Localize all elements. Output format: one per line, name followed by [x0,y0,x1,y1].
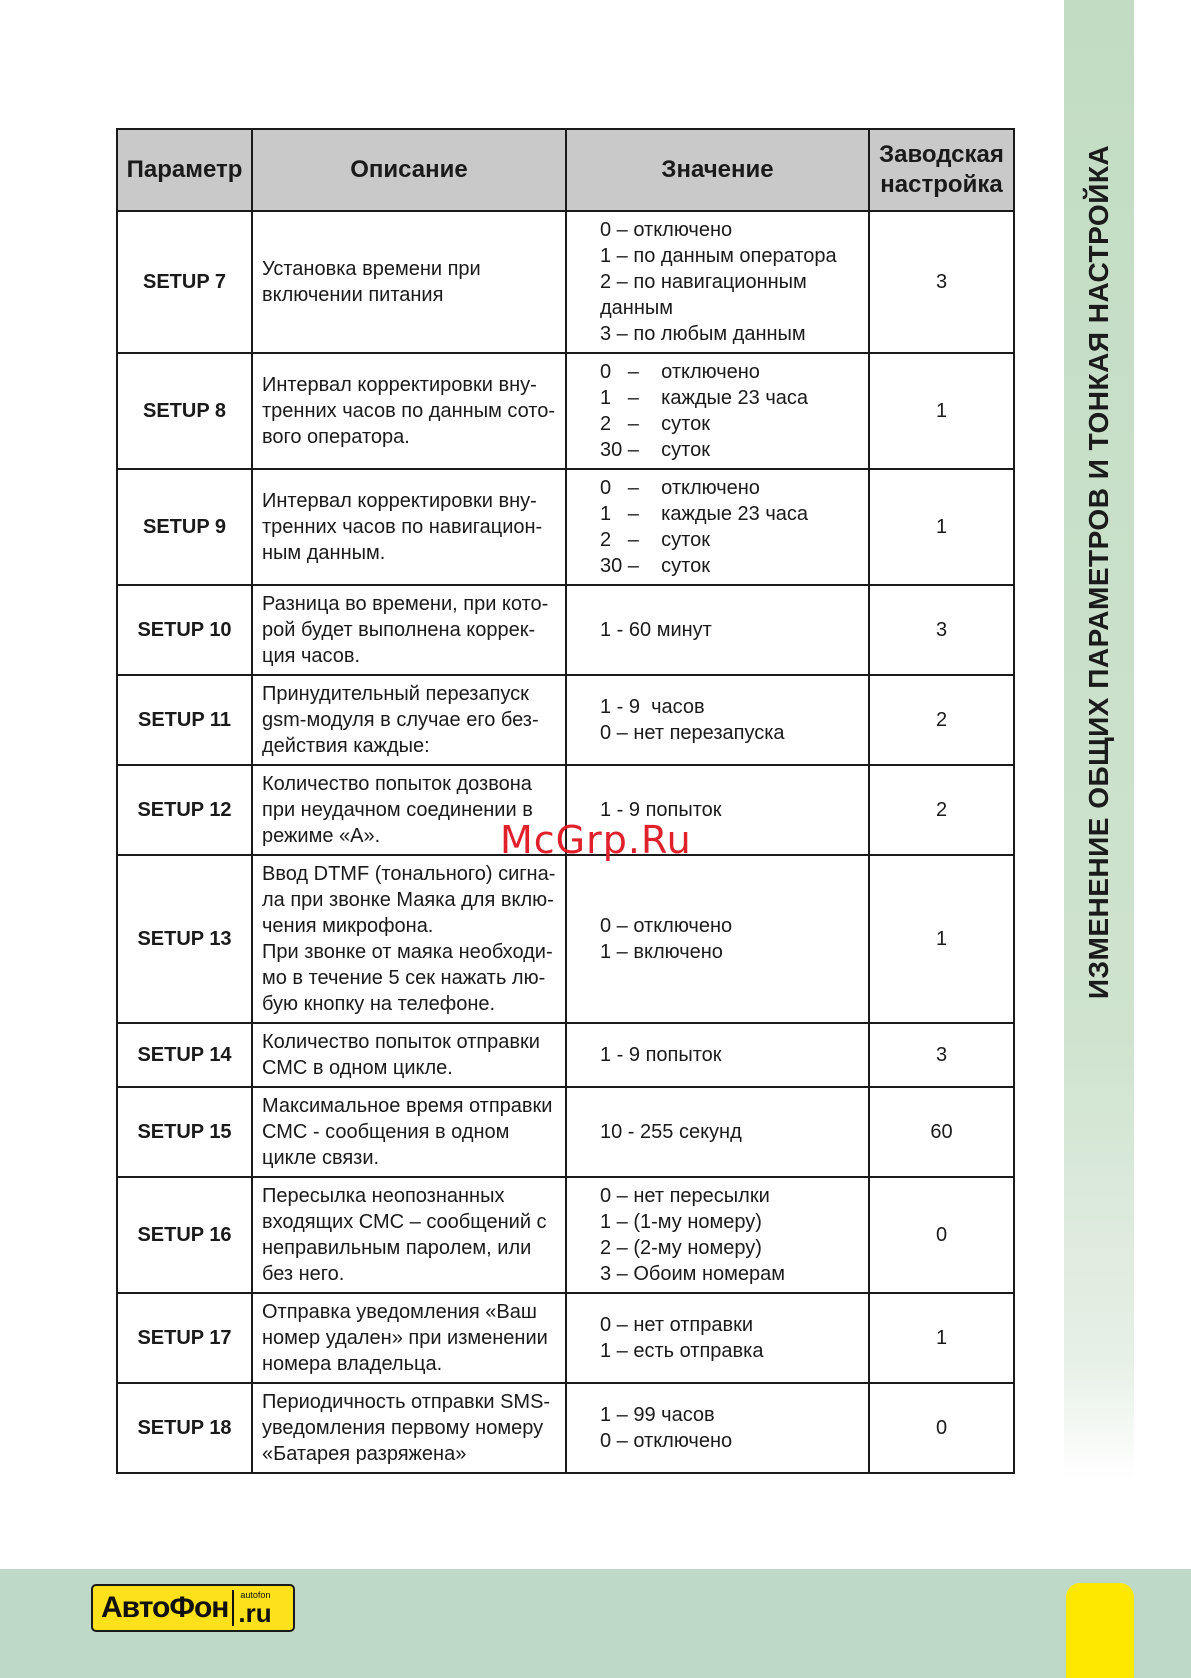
table-row [117,211,1014,353]
value-cell: 0 – отключено 1 – каждые 23 часа 2 – суток 30 – суток [566,469,869,585]
description-cell: Отправка уведомления «Ваш номер удален» при изменении номера владельца. [252,1293,566,1383]
setup-parameters-table [116,128,1015,1474]
header-factory [869,129,1014,211]
logo-separator [232,1590,234,1626]
default-cell: 2 [869,765,1014,855]
logo-small-text: autofon [240,1590,271,1600]
description-cell: Интервал корректировки вну-тренних часов по данным сото-вого оператора. [252,353,566,469]
table-row [117,1383,1014,1473]
value-cell: 10 - 255 секунд [566,1087,869,1177]
param-cell: SETUP 17 [117,1293,252,1383]
default-cell: 3 [869,1023,1014,1087]
description-cell: Периодичность отправки SMS-уведомления первому номеру «Батарея разряжена» [252,1383,566,1473]
header-desc: Описание [252,129,566,211]
default-cell: 1 [869,469,1014,585]
description-cell: Принудительный перезапуск gsm-модуля в случае его без-действия каждые: [252,675,566,765]
value-cell: 0 – нет пересылки 1 – (1-му номеру) 2 – (2-му номеру) 3 – Обоим номерам [566,1177,869,1293]
table-row [117,855,1014,1023]
description-cell: Количество попыток дозвона при неудачном соединении в режиме «А». [252,765,566,855]
default-cell: 60 [869,1087,1014,1177]
description-cell: Установка времени при включении питания [252,211,566,353]
table-row [117,1293,1014,1383]
watermark: McGrp.Ru [500,818,692,862]
description-cell: Интервал корректировки вну-тренних часов по навигацион-ным данным. [252,469,566,585]
value-cell: 1 – 99 часов 0 – отключено [566,1383,869,1473]
description-cell: Разница во времени, при кото-рой будет выполнена коррек-ция часов. [252,585,566,675]
param-cell: SETUP 16 [117,1177,252,1293]
logo-main-text: АвтоФон [101,1591,229,1624]
param-cell: SETUP 8 [117,353,252,469]
value-cell: 0 – нет отправки 1 – есть отправка [566,1293,869,1383]
value-cell: 1 - 9 часов 0 – нет перезапуска [566,675,869,765]
table-row [117,585,1014,675]
header-factory-line2: настройка [880,171,1003,198]
value-cell: 0 – отключено 1 – по данным оператора 2 – по навигационным данным 3 – по любым данным [566,211,869,353]
table-row [117,353,1014,469]
default-cell: 0 [869,1177,1014,1293]
description-cell: Пересылка неопознанных входящих СМС – сообщений с неправильным паролем, или без него. [252,1177,566,1293]
description-cell: Количество попыток отправки СМС в одном цикле. [252,1023,566,1087]
param-cell: SETUP 15 [117,1087,252,1177]
param-cell: SETUP 18 [117,1383,252,1473]
default-cell: 1 [869,1293,1014,1383]
value-cell: 1 - 9 попыток [566,765,869,855]
default-cell: 0 [869,1383,1014,1473]
param-cell: SETUP 13 [117,855,252,1023]
header-value: Значение [566,129,869,211]
table-row [117,1177,1014,1293]
description-cell: Максимальное время отправки СМС - сообщения в одном цикле связи. [252,1087,566,1177]
param-cell: SETUP 12 [117,765,252,855]
autofon-logo [91,1584,295,1632]
default-cell: 1 [869,353,1014,469]
param-cell: SETUP 7 [117,211,252,353]
table-header-row [117,129,1014,211]
default-cell: 3 [869,585,1014,675]
description-cell: Ввод DTMF (тонального) сигна-ла при звонке Маяка для вклю-чения микрофона. При звонке от маяка необходи-мо в течение 5 сек нажать лю-бую кнопку на телефоне. [252,855,566,1023]
logo-right [238,1590,271,1626]
param-cell: SETUP 11 [117,675,252,765]
header-param: Параметр [117,129,252,211]
value-cell: 1 - 60 минут [566,585,869,675]
param-cell: SETUP 10 [117,585,252,675]
logo-ru-text: .ru [238,1598,272,1628]
param-cell: SETUP 14 [117,1023,252,1087]
table-row [117,469,1014,585]
table-row [117,1087,1014,1177]
param-cell: SETUP 9 [117,469,252,585]
header-factory-line1: Заводская [879,141,1004,168]
value-cell: 1 - 9 попыток [566,1023,869,1087]
page-corner-tab [1066,1583,1134,1678]
default-cell: 3 [869,211,1014,353]
table-row [117,1023,1014,1087]
section-title: ИЗМЕНЕНИЕ ОБЩИХ ПАРАМЕТРОВ И ТОНКАЯ НАСТРОЙКА [1083,144,1114,1000]
default-cell: 2 [869,675,1014,765]
value-cell: 0 – отключено 1 – каждые 23 часа 2 – суток 30 – суток [566,353,869,469]
table-row [117,675,1014,765]
value-cell: 0 – отключено 1 – включено [566,855,869,1023]
default-cell: 1 [869,855,1014,1023]
